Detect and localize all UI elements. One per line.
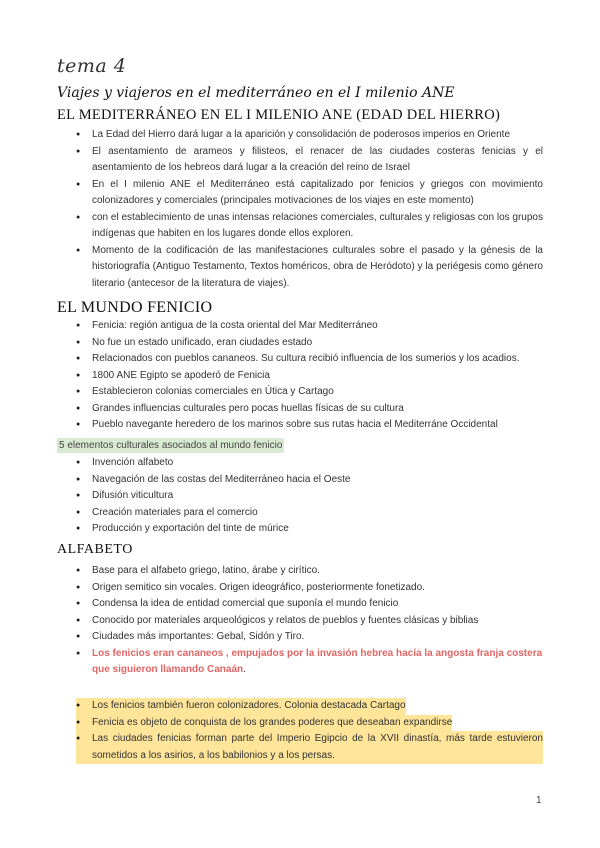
list-item-red [76,646,543,679]
list-item: ● Condensa la idea de entidad comercial que suponía el mundo fenicio [76,596,543,613]
highlighted-item: ● Fenicia es objeto de conquista de los grandes poderes que deseaban expandirse [76,715,452,732]
list-item: ● Conocido por materiales arqueológicos y relatos de pueblos y fuentes clásicas y biblias [76,613,543,630]
red-text-end: . [243,664,246,675]
section-list-highlighted [76,698,543,764]
topic-label: tema 4 [57,55,127,77]
section-heading-mediterraneo: EL MEDITERRÁNEO EN EL I MILENIO ANE (EDAD DEL HIERRO) [57,107,501,123]
page-number: 1 [536,795,542,806]
subheading-elementos-culturales: 5 elementos culturales asociados al mundo fenicio [59,440,283,451]
list-item: ● Base para el alfabeto griego, latino, árabe y cirítico. [76,563,543,580]
list-item: ● Creación materiales para el comercio [76,505,543,522]
red-text: Los fenicios eran cananeos , empujados por la invasión hebrea hacía la angosta franja costera que siguieron llamando Canaán [92,647,543,675]
list-item: ● Fenicia: región antigua de la costa oriental del Mar Mediterráneo [76,318,543,335]
list-item: ● Difusión viticultura [76,488,543,505]
list-item: ● Grandes influencias culturales pero pocas huellas físicas de su cultura [76,401,543,418]
section-heading-mundo-fenicio: EL MUNDO FENICIO [57,299,213,316]
list-item: ● Navegación de las costas del Mediterráneo hacia el Oeste [76,472,543,489]
section-list-elementos [76,455,543,538]
list-item: ● con el establecimiento de unas intensas relaciones comerciales, culturales y religiosas con los grupos indígenas que habiten en los lugares donde ellos exploren. [76,210,543,243]
highlighted-item: ● Los fenicios también fueron colonizadores. Colonia destacada Cartago [76,698,406,715]
list-item: ● Invención alfabeto [76,455,543,472]
section-list-alfabeto [76,563,543,679]
list-item: ● Relacionados con pueblos cananeos. Su cultura recibió influencia de los sumerios y los acadios. [76,351,543,368]
list-item: ● Producción y exportación del tinte de múrice [76,521,543,538]
list-item: ● Pueblo navegante heredero de los marinos sobre sus rutas hacia el Mediterráne Occidental [76,417,543,434]
list-item: ● 1800 ANE Egipto se apoderó de Fenicia [76,368,543,385]
list-item: ● Momento de la codificación de las manifestaciones culturales sobre el pasado y la génesis de la historiografía (Antiguo Testamento, Textos homéricos, obra de Heródoto) y la periégesis como género literario (antecesor de la literatura de viajes). [76,243,543,293]
list-item: ● El asentamiento de arameos y filisteos, el renacer de las ciudades costeras fenicias y el asentamiento de los hebreos dará lugar a la creación del reino de Israel [76,144,543,177]
list-item: ● Ciudades más importantes: Gebal, Sidón y Tiro. [76,629,543,646]
list-item: ● Origen semitico sin vocales. Origen ideográfico, posteriormente fonetizado. [76,580,543,597]
list-item: ● Establecieron colonias comerciales en Útica y Cartago [76,384,543,401]
section-list-mundo-fenicio [76,318,543,434]
section-list-mediterraneo [76,127,543,292]
section-heading-alfabeto: ALFABETO [57,542,133,557]
list-item: ● La Edad del Hierro dará lugar a la aparición y consolidación de poderosos imperios en Oriente [76,127,543,144]
highlighted-item: ● Las ciudades fenicias forman parte del Imperio Egipcio de la XVII dinastía, más tarde estuvieron sometidos a los asirios, a los babilonios y a los persas. [76,731,543,764]
list-item: ● En el I milenio ANE el Mediterráneo está capitalizado por fenicios y griegos con movimiento colonizadores y comerciales (principales motivaciones de los viajes en este momento) [76,177,543,210]
document-title: Viajes y viajeros en el mediterráneo en el I milenio ANE [57,85,455,101]
list-item: ● No fue un estado unificado, eran ciudades estado [76,335,543,352]
